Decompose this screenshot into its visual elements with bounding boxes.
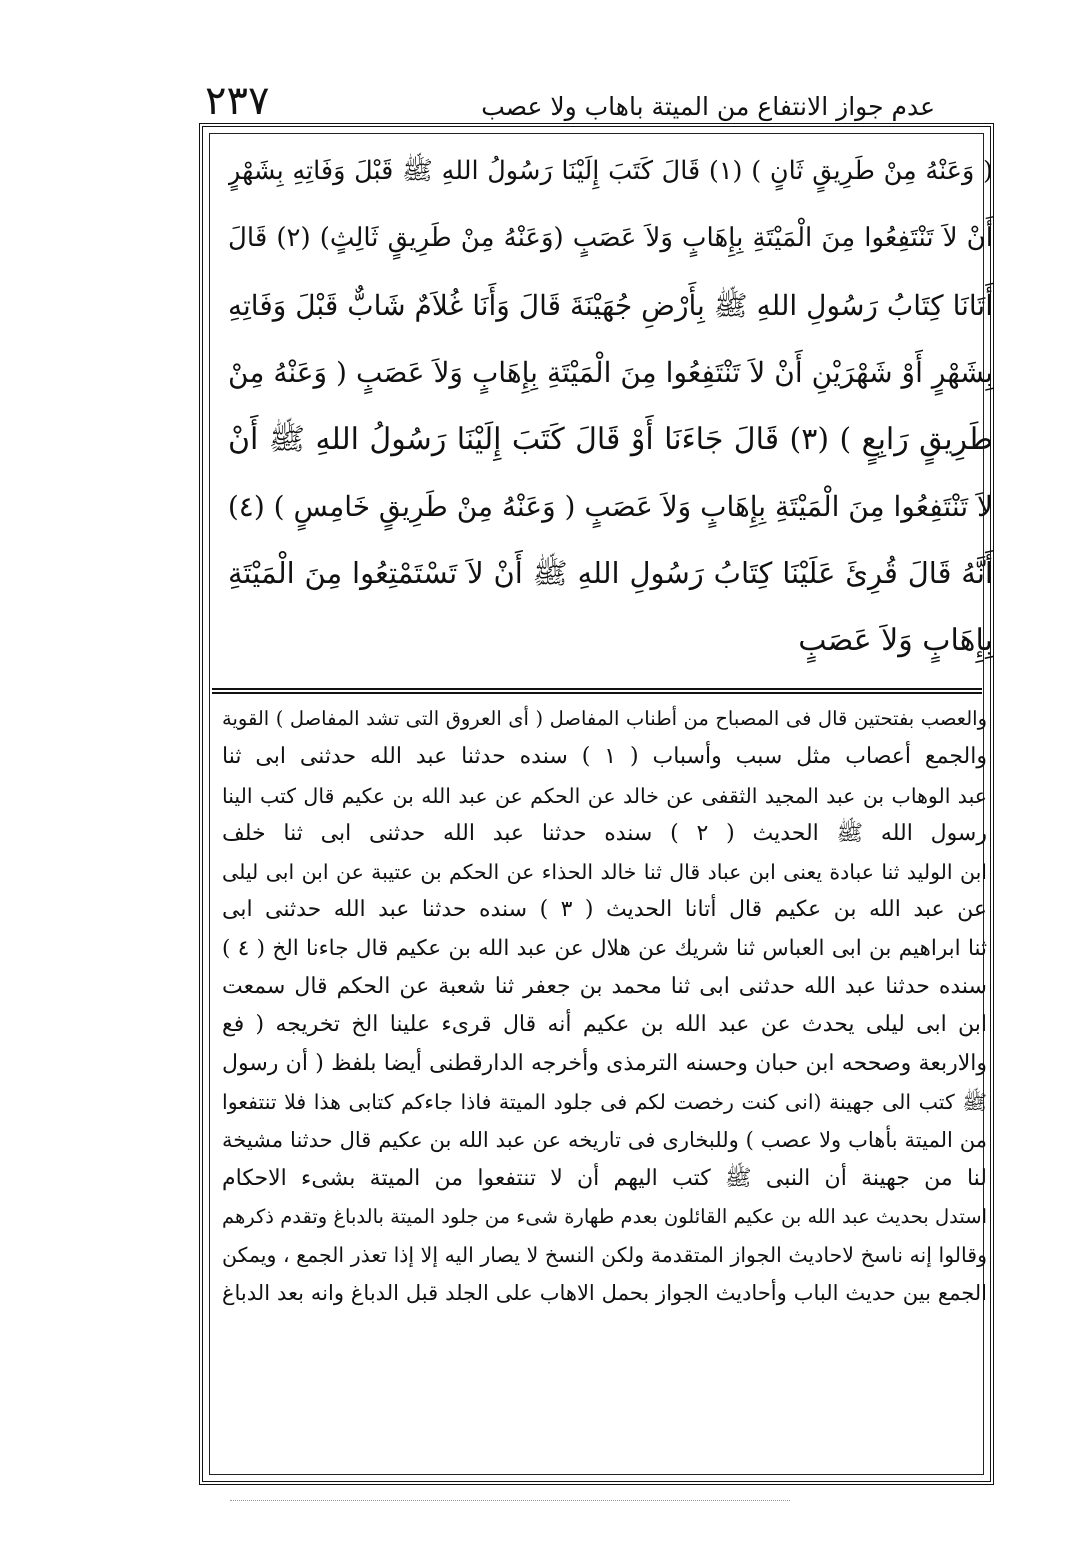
commentary-line: رسول الله ﷺ الحديث ( ٢ ) سنده حدثنا عبد الله حدثنى ابى ثنا خلف xyxy=(222,820,987,846)
hadith-line: لاَ تَنْتَفِعُوا مِنَ الْمَيْتَةِ بِإِهَابٍ وَلاَ عَصَبٍ ( وَعَنْهُ مِنْ طَرِيقٍ خَامِسٍ ) (٤) xyxy=(228,490,993,523)
commentary-line: من الميتة بأهاب ولا عصب ) وللبخارى فى تاريخه عن عبد الله بن عكيم قال حدثنا مشيخة xyxy=(222,1128,987,1153)
section-divider xyxy=(212,688,982,694)
commentary-line: ﷺ كتب الى جهينة (انى كنت رخصت لكم فى جلود الميتة فاذا جاءكم كتابى هذا فلا تنتفعوا xyxy=(222,1089,987,1114)
hadith-line: أَنَّهُ قَالَ قُرِئَ عَلَيْنَا كِتَابُ رَسُولِ اللهِ ﷺ أَنْ لاَ تَسْتَمْتِعُوا مِنَ الْمَيْتَةِ xyxy=(228,556,993,590)
commentary-line: سنده حدثنا عبد الله حدثنى ابى ثنا محمد بن جعفر ثنا شعبة عن الحكم قال سمعت xyxy=(222,974,987,1000)
commentary-line: ابن ابى ليلى يحدث عن عبد الله بن عكيم أنه قال قرىء علينا الخ تخريجه ( فع xyxy=(222,1012,987,1038)
hadith-line: طَرِيقٍ رَابِعٍ ) (٣) قَالَ جَاءَنَا أَوْ قَالَ كَتَبَ إِلَيْنَا رَسُولُ اللهِ ﷺ أَنْ xyxy=(228,422,993,457)
commentary-line: عبد الوهاب بن عبد المجيد الثقفى عن خالد عن الحكم عن عبد الله بن عكيم قال كتب الينا xyxy=(222,783,987,808)
commentary-line: والاربعة وصححه ابن حبان وحسنه الترمذى وأخرجه الدارقطنى أيضا بلفظ ( أن رسول xyxy=(222,1050,987,1076)
commentary-line: ابن الوليد ثنا عبادة يعنى ابن عباد قال ثنا خالد الحذاء عن الحكم بن عتيبة عن ابن ابى ليلى xyxy=(222,860,987,885)
hadith-text xyxy=(228,138,993,674)
commentary-line: ثنا ابراهيم بن ابى العباس ثنا شريك عن هلال عن عبد الله بن عكيم قال جاءنا الخ ( ٤ ) xyxy=(222,935,987,961)
hadith-line: بِإِهَابٍ وَلاَ عَصَبٍ xyxy=(798,623,993,658)
footer-rule xyxy=(230,1500,790,1501)
hadith-line: ( وَعَنْهُ مِنْ طَرِيقٍ ثَانٍ ) (١) قَالَ كَتَبَ إِلَيْنَا رَسُولُ اللهِ ﷺ قَبْلَ وَفَاتِهِ بِشَهْرٍ xyxy=(228,156,993,186)
page-header xyxy=(205,78,995,122)
commentary-line: لنا من جهينة أن النبى ﷺ كتب اليهم أن لا تنتفعوا من الميتة بشىء الاحكام xyxy=(222,1165,987,1191)
hadith-line: بِشَهْرٍ أَوْ شَهْرَيْنِ أَنْ لاَ تَنْتَفِعُوا مِنَ الْمَيْتَةِ بِإِهَابٍ وَلاَ عَصَبٍ ( وَعَنْهُ مِنْ xyxy=(228,356,993,389)
page-number: ٢٣٧ xyxy=(205,78,270,124)
hadith-line: أَنْ لاَ تَنْتَفِعُوا مِنَ الْمَيْتَةِ بِإِهَابٍ وَلاَ عَصَبٍ (وَعَنْهُ مِنْ طَرِيقٍ ثَالِثٍ) (٢) قَالَ xyxy=(228,223,993,253)
commentary-line: وقالوا إنه ناسخ لاحاديث الجواز المتقدمة ولكن النسخ لا يصار اليه إلا إذا تعذر الجمع ، ويمكن xyxy=(222,1243,987,1268)
commentary-line: عن عبد الله بن عكيم قال أتانا الحديث ( ٣ ) سنده حدثنا عبد الله حدثنى ابى xyxy=(222,897,987,923)
commentary-line: والعصب بفتحتين قال فى المصباح من أطناب المفاصل ( أى العروق التى تشد المفاصل ) القوية xyxy=(222,707,987,730)
commentary-line: استدل بحديث عبد الله بن عكيم القائلون بعدم طهارة شىء من جلود الميتة بالدباغ وتقدم ذكرهم xyxy=(222,1204,987,1228)
hadith-line: أَتَانَا كِتَابُ رَسُولِ اللهِ ﷺ بِأَرْضِ جُهَيْنَةَ قَالَ وَأَنَا غُلاَمٌ شَابٌّ قَبْلَ وَفَاتِهِ xyxy=(228,289,993,322)
commentary-text xyxy=(222,700,987,1313)
running-title: عدم جواز الانتفاع من الميتة باهاب ولا عصب xyxy=(481,92,935,121)
commentary-line: الجمع بين حديث الباب وأحاديث الجواز بحمل الاهاب على الجلد قبل الدباغ وانه بعد الدباغ xyxy=(222,1281,987,1306)
commentary-line: والجمع أعصاب مثل سبب وأسباب ( ١ ) سنده حدثنا عبد الله حدثنى ابى ثنا xyxy=(222,744,987,770)
